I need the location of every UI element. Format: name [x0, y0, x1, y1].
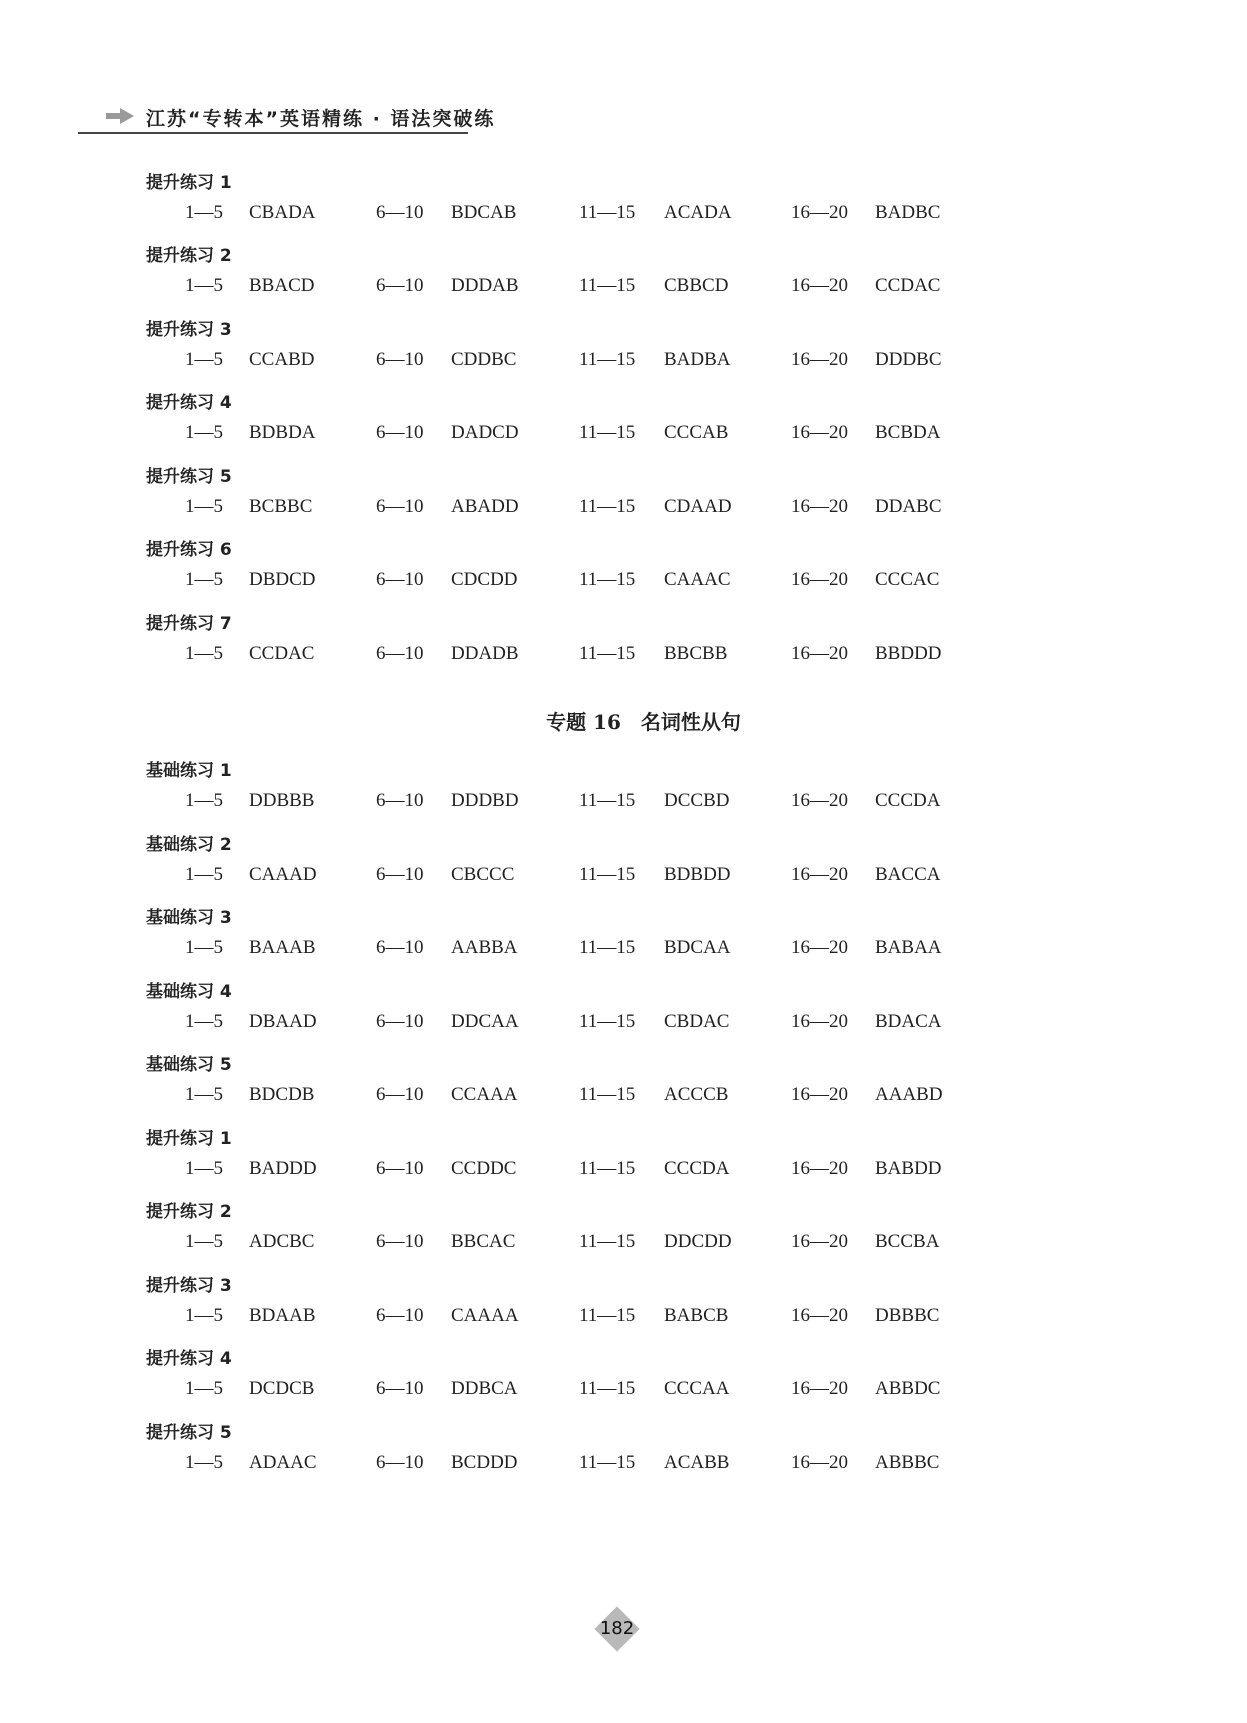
answer-letters: BBCBB	[664, 643, 728, 664]
question-range: 11—15	[579, 1011, 636, 1032]
answer-letters: BACCA	[875, 864, 941, 885]
question-range: 1—5	[185, 1452, 223, 1473]
answer-letters: BBDDD	[875, 643, 942, 664]
answer-letters: CCCAA	[664, 1378, 730, 1399]
answer-letters: CCCDA	[664, 1158, 730, 1179]
answer-letters: DADCD	[451, 422, 519, 443]
exercise-label: 提升练习 2	[146, 246, 232, 266]
exercise-label: 提升练习 4	[146, 393, 232, 413]
question-range: 16—20	[791, 422, 848, 443]
answer-letters: CBDAC	[664, 1011, 730, 1032]
answer-row	[0, 1231, 1247, 1257]
answer-letters: CDCDD	[451, 569, 518, 590]
question-range: 6—10	[376, 1231, 424, 1252]
answer-row	[0, 1452, 1247, 1478]
exercise-label: 基础练习 2	[146, 835, 232, 855]
question-range: 11—15	[579, 1452, 636, 1473]
question-range: 16—20	[791, 1305, 848, 1326]
question-range: 6—10	[376, 1305, 424, 1326]
answer-letters: CAAAD	[249, 864, 317, 885]
answer-letters: DDDAB	[451, 275, 519, 296]
answer-letters: CCCAB	[664, 422, 729, 443]
exercise-label: 提升练习 1	[146, 1129, 232, 1149]
answer-letters: BDACA	[875, 1011, 942, 1032]
answer-letters: DCDCB	[249, 1378, 315, 1399]
answer-letters: BCDDD	[451, 1452, 518, 1473]
answer-letters: BBACD	[249, 275, 315, 296]
exercise-label: 基础练习 5	[146, 1055, 232, 1075]
answer-letters: DCCBD	[664, 790, 730, 811]
question-range: 16—20	[791, 937, 848, 958]
answer-letters: DDDBC	[875, 349, 942, 370]
answer-letters: AAABD	[875, 1084, 943, 1105]
answer-letters: CBADA	[249, 202, 316, 223]
answer-letters: DDCDD	[664, 1231, 732, 1252]
question-range: 6—10	[376, 937, 424, 958]
question-range: 6—10	[376, 1158, 424, 1179]
question-range: 6—10	[376, 422, 424, 443]
exercise-label: 提升练习 3	[146, 1276, 232, 1296]
question-range: 1—5	[185, 790, 223, 811]
answer-letters: BDCAB	[451, 202, 517, 223]
question-range: 6—10	[376, 643, 424, 664]
question-range: 11—15	[579, 1084, 636, 1105]
answer-letters: ABADD	[451, 496, 519, 517]
answer-row	[0, 349, 1247, 375]
answer-row	[0, 569, 1247, 595]
question-range: 6—10	[376, 349, 424, 370]
exercise-label: 基础练习 3	[146, 908, 232, 928]
answer-letters: DDCAA	[451, 1011, 519, 1032]
answer-letters: ACADA	[664, 202, 732, 223]
question-range: 6—10	[376, 569, 424, 590]
question-range: 11—15	[579, 864, 636, 885]
question-range: 11—15	[579, 202, 636, 223]
answer-letters: ABBBC	[875, 1452, 940, 1473]
page-number-badge	[594, 1606, 640, 1652]
answer-row	[0, 1011, 1247, 1037]
exercise-label: 提升练习 3	[146, 320, 232, 340]
question-range: 16—20	[791, 864, 848, 885]
question-range: 6—10	[376, 275, 424, 296]
answer-letters: ABBDC	[875, 1378, 941, 1399]
exercise-label: 提升练习 6	[146, 540, 232, 560]
answer-letters: BCCBA	[875, 1231, 940, 1252]
question-range: 6—10	[376, 1084, 424, 1105]
answer-letters: CAAAC	[664, 569, 731, 590]
question-range: 1—5	[185, 422, 223, 443]
exercise-label: 提升练习 5	[146, 467, 232, 487]
answer-letters: BAAAB	[249, 937, 316, 958]
exercise-label: 提升练习 5	[146, 1423, 232, 1443]
answer-letters: DBDCD	[249, 569, 316, 590]
answer-row	[0, 496, 1247, 522]
answer-letters: DDDBD	[451, 790, 519, 811]
question-range: 11—15	[579, 422, 636, 443]
answer-letters: CAAAA	[451, 1305, 519, 1326]
question-range: 1—5	[185, 1084, 223, 1105]
question-range: 1—5	[185, 202, 223, 223]
answer-letters: ADAAC	[249, 1452, 317, 1473]
question-range: 1—5	[185, 1011, 223, 1032]
question-range: 11—15	[579, 1378, 636, 1399]
answer-letters: BCBDA	[875, 422, 941, 443]
answer-letters: BDCAA	[664, 937, 731, 958]
running-title: 江苏“专转本”英语精练 · 语法突破练	[146, 108, 496, 130]
answer-letters: BABCB	[664, 1305, 729, 1326]
question-range: 1—5	[185, 1231, 223, 1252]
answer-row	[0, 1158, 1247, 1184]
answer-letters: ACABB	[664, 1452, 730, 1473]
answer-letters: BCBBC	[249, 496, 313, 517]
answer-letters: CCDAC	[875, 275, 941, 296]
exercise-label: 提升练习 7	[146, 614, 232, 634]
question-range: 11—15	[579, 643, 636, 664]
answer-letters: DBAAD	[249, 1011, 317, 1032]
question-range: 11—15	[579, 1158, 636, 1179]
answer-row	[0, 202, 1247, 228]
question-range: 1—5	[185, 1158, 223, 1179]
answer-letters: CBCCC	[451, 864, 515, 885]
question-range: 1—5	[185, 349, 223, 370]
answer-letters: BADBA	[664, 349, 731, 370]
answer-row	[0, 275, 1247, 301]
question-range: 6—10	[376, 790, 424, 811]
question-range: 16—20	[791, 1011, 848, 1032]
question-range: 6—10	[376, 1452, 424, 1473]
answer-letters: DDBCA	[451, 1378, 518, 1399]
question-range: 6—10	[376, 864, 424, 885]
answer-row	[0, 643, 1247, 669]
answer-letters: BDAAB	[249, 1305, 316, 1326]
answer-letters: DDABC	[875, 496, 942, 517]
question-range: 11—15	[579, 569, 636, 590]
answer-row	[0, 1305, 1247, 1331]
page-number: 182	[599, 1618, 635, 1639]
question-range: 11—15	[579, 349, 636, 370]
answer-letters: AABBA	[451, 937, 518, 958]
question-range: 6—10	[376, 1011, 424, 1032]
arrow-right-icon	[106, 108, 134, 124]
answer-letters: CCAAA	[451, 1084, 518, 1105]
answer-letters: CCCAC	[875, 569, 940, 590]
answer-letters: BABDD	[875, 1158, 942, 1179]
question-range: 11—15	[579, 275, 636, 296]
exercise-label: 提升练习 2	[146, 1202, 232, 1222]
running-header	[78, 104, 496, 134]
question-range: 1—5	[185, 275, 223, 296]
question-range: 16—20	[791, 1378, 848, 1399]
question-range: 16—20	[791, 1452, 848, 1473]
question-range: 1—5	[185, 643, 223, 664]
exercise-label: 基础练习 4	[146, 982, 232, 1002]
question-range: 16—20	[791, 1158, 848, 1179]
question-range: 16—20	[791, 202, 848, 223]
question-range: 16—20	[791, 569, 848, 590]
question-range: 16—20	[791, 1084, 848, 1105]
answer-row	[0, 1378, 1247, 1404]
question-range: 6—10	[376, 496, 424, 517]
section-title: 专题 16 名词性从句	[546, 710, 741, 734]
question-range: 1—5	[185, 1305, 223, 1326]
question-range: 16—20	[791, 275, 848, 296]
question-range: 6—10	[376, 202, 424, 223]
question-range: 16—20	[791, 790, 848, 811]
exercise-label: 提升练习 1	[146, 173, 232, 193]
answer-letters: ADCBC	[249, 1231, 315, 1252]
answer-letters: CDDBC	[451, 349, 517, 370]
answer-letters: CCDDC	[451, 1158, 517, 1179]
answer-letters: CCABD	[249, 349, 315, 370]
question-range: 1—5	[185, 1378, 223, 1399]
answer-row	[0, 422, 1247, 448]
question-range: 11—15	[579, 1231, 636, 1252]
answer-letters: CCDAC	[249, 643, 315, 664]
answer-letters: ACCCB	[664, 1084, 729, 1105]
answer-letters: DBBBC	[875, 1305, 940, 1326]
question-range: 1—5	[185, 569, 223, 590]
question-range: 1—5	[185, 864, 223, 885]
question-range: 16—20	[791, 496, 848, 517]
exercise-label: 基础练习 1	[146, 761, 232, 781]
exercise-label: 提升练习 4	[146, 1349, 232, 1369]
question-range: 11—15	[579, 496, 636, 517]
answer-letters: BDBDD	[664, 864, 731, 885]
answer-letters: CCCDA	[875, 790, 941, 811]
question-range: 1—5	[185, 937, 223, 958]
answer-letters: BABAA	[875, 937, 942, 958]
question-range: 6—10	[376, 1378, 424, 1399]
answer-letters: BDCDB	[249, 1084, 315, 1105]
question-range: 1—5	[185, 496, 223, 517]
answer-letters: CDAAD	[664, 496, 732, 517]
answer-letters: BADBC	[875, 202, 941, 223]
answer-row	[0, 1084, 1247, 1110]
answer-letters: BBCAC	[451, 1231, 516, 1252]
answer-letters: DDADB	[451, 643, 519, 664]
question-range: 16—20	[791, 349, 848, 370]
question-range: 16—20	[791, 643, 848, 664]
question-range: 11—15	[579, 937, 636, 958]
answer-letters: CBBCD	[664, 275, 729, 296]
question-range: 11—15	[579, 1305, 636, 1326]
answer-letters: BDBDA	[249, 422, 316, 443]
answer-row	[0, 864, 1247, 890]
answer-letters: BADDD	[249, 1158, 317, 1179]
question-range: 16—20	[791, 1231, 848, 1252]
answer-row	[0, 790, 1247, 816]
question-range: 11—15	[579, 790, 636, 811]
answer-letters: DDBBB	[249, 790, 315, 811]
answer-row	[0, 937, 1247, 963]
